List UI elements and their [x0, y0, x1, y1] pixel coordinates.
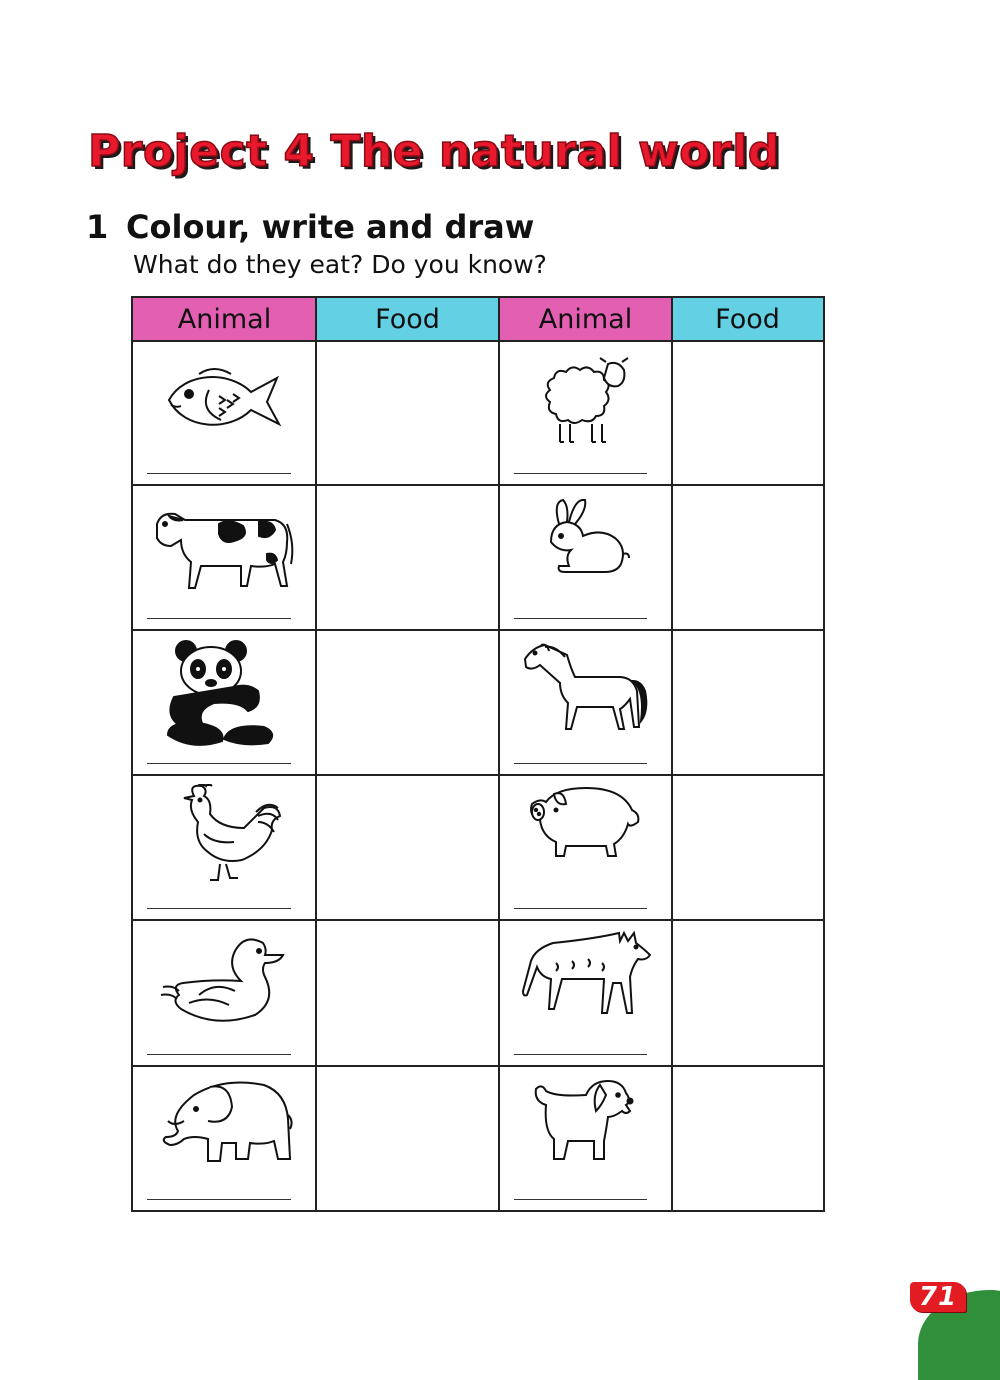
- food-cell[interactable]: [317, 631, 498, 774]
- answer-line[interactable]: [514, 763, 647, 764]
- food-cell[interactable]: [673, 776, 823, 919]
- animal-cell-duck: [133, 921, 315, 1065]
- food-cell[interactable]: [317, 921, 498, 1065]
- food-cell[interactable]: [673, 921, 823, 1065]
- answer-line[interactable]: [147, 473, 291, 474]
- animal-cell-pig: [500, 776, 671, 919]
- elephant-icon: [154, 1075, 294, 1175]
- food-cell[interactable]: [317, 776, 498, 919]
- exercise-number: 1: [86, 208, 109, 246]
- pig-icon: [526, 784, 646, 864]
- exercise-heading-text: Colour, write and draw: [126, 208, 535, 246]
- panda-icon: [164, 639, 284, 749]
- animal-food-table: [131, 296, 825, 1212]
- answer-line[interactable]: [514, 1054, 647, 1055]
- column-header-food-1: Food: [316, 298, 499, 341]
- dog-icon: [526, 1075, 646, 1165]
- exercise-heading: [86, 208, 534, 246]
- answer-line[interactable]: [514, 618, 647, 619]
- answer-line[interactable]: [147, 1199, 291, 1200]
- horse-icon: [521, 639, 651, 739]
- animal-cell-sheep: [500, 342, 671, 484]
- food-cell[interactable]: [317, 486, 498, 629]
- animal-cell-chicken: [133, 776, 315, 919]
- answer-line[interactable]: [514, 908, 647, 909]
- food-cell[interactable]: [673, 342, 823, 484]
- food-cell[interactable]: [317, 1067, 498, 1210]
- animal-cell-panda: [133, 631, 315, 774]
- answer-line[interactable]: [147, 908, 291, 909]
- food-cell[interactable]: [673, 631, 823, 774]
- food-cell[interactable]: [317, 342, 498, 484]
- rabbit-icon: [541, 494, 631, 584]
- fish-icon: [159, 350, 289, 450]
- column-header-animal-1: Animal: [133, 298, 316, 341]
- animal-cell-rabbit: [500, 486, 671, 629]
- answer-line[interactable]: [514, 473, 647, 474]
- animal-cell-dog: [500, 1067, 671, 1210]
- page-title: Project 4 The natural world: [88, 126, 780, 177]
- animal-cell-elephant: [133, 1067, 315, 1210]
- animal-cell-cow: [133, 486, 315, 629]
- exercise-question: What do they eat? Do you know?: [133, 250, 547, 279]
- wolf-icon: [516, 929, 656, 1029]
- column-header-animal-2: Animal: [499, 298, 672, 341]
- answer-line[interactable]: [514, 1199, 647, 1200]
- duck-icon: [159, 929, 289, 1029]
- animal-cell-fish: [133, 342, 315, 484]
- animal-cell-wolf: [500, 921, 671, 1065]
- answer-line[interactable]: [147, 763, 291, 764]
- column-header-food-2: Food: [672, 298, 823, 341]
- food-cell[interactable]: [673, 1067, 823, 1210]
- sheep-icon: [536, 350, 636, 450]
- cow-icon: [149, 494, 299, 594]
- food-cell[interactable]: [673, 486, 823, 629]
- animal-cell-horse: [500, 631, 671, 774]
- chicken-icon: [164, 784, 284, 884]
- answer-line[interactable]: [147, 1054, 291, 1055]
- page-number: 71: [910, 1282, 966, 1312]
- answer-line[interactable]: [147, 618, 291, 619]
